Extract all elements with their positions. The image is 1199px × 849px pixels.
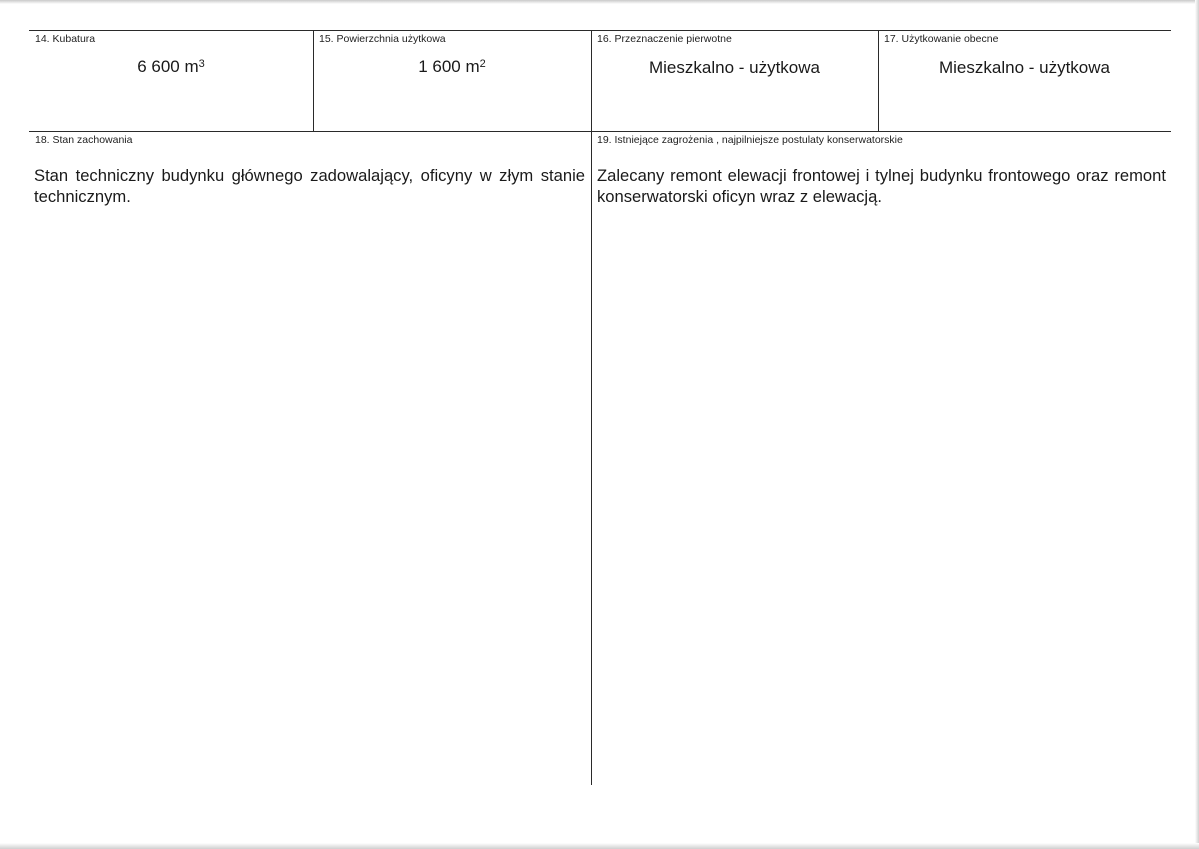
text-stan-zachowania: Stan techniczny budynku głównego zadowalający, oficyny w złym stanie technicznym. xyxy=(34,166,585,206)
divider-col1 xyxy=(313,30,314,131)
divider-col3 xyxy=(878,30,879,131)
scan-edge-top xyxy=(0,0,1199,4)
label-przeznaczenie: 16. Przeznaczenie pierwotne xyxy=(597,33,732,45)
divider-col2 xyxy=(591,30,592,785)
label-kubatura: 14. Kubatura xyxy=(35,33,96,45)
value-powierzchnia xyxy=(313,57,591,77)
label-stan-zachowania: 18. Stan zachowania xyxy=(35,134,133,146)
value-kubatura xyxy=(29,57,313,77)
value-uzytkowanie: Mieszkalno - użytkowa xyxy=(938,58,1110,77)
row1-top-border xyxy=(29,30,1171,31)
text-zagrozenia: Zalecany remont elewacji frontowej i tylnej budynku frontowego oraz remont konserwatorski oficyn wraz z elewacją. xyxy=(597,166,1166,206)
scan-edge-bottom xyxy=(0,843,1199,849)
label-uzytkowanie: 17. Użytkowanie obecne xyxy=(884,33,999,45)
value-kubatura-number: 6 600 m xyxy=(137,57,199,76)
label-powierzchnia: 15. Powierzchnia użytkowa xyxy=(319,33,446,45)
value-powierzchnia-exponent: 2 xyxy=(479,58,486,70)
scan-edge-right xyxy=(1195,0,1199,849)
value-kubatura-exponent: 3 xyxy=(198,58,205,70)
value-przeznaczenie: Mieszkalno - użytkowa xyxy=(648,58,820,77)
row2-top-border xyxy=(29,131,1171,132)
value-powierzchnia-number: 1 600 m xyxy=(418,57,480,76)
label-zagrozenia: 19. Istniejące zagrożenia , najpilniejsze postulaty konserwatorskie xyxy=(597,134,903,146)
